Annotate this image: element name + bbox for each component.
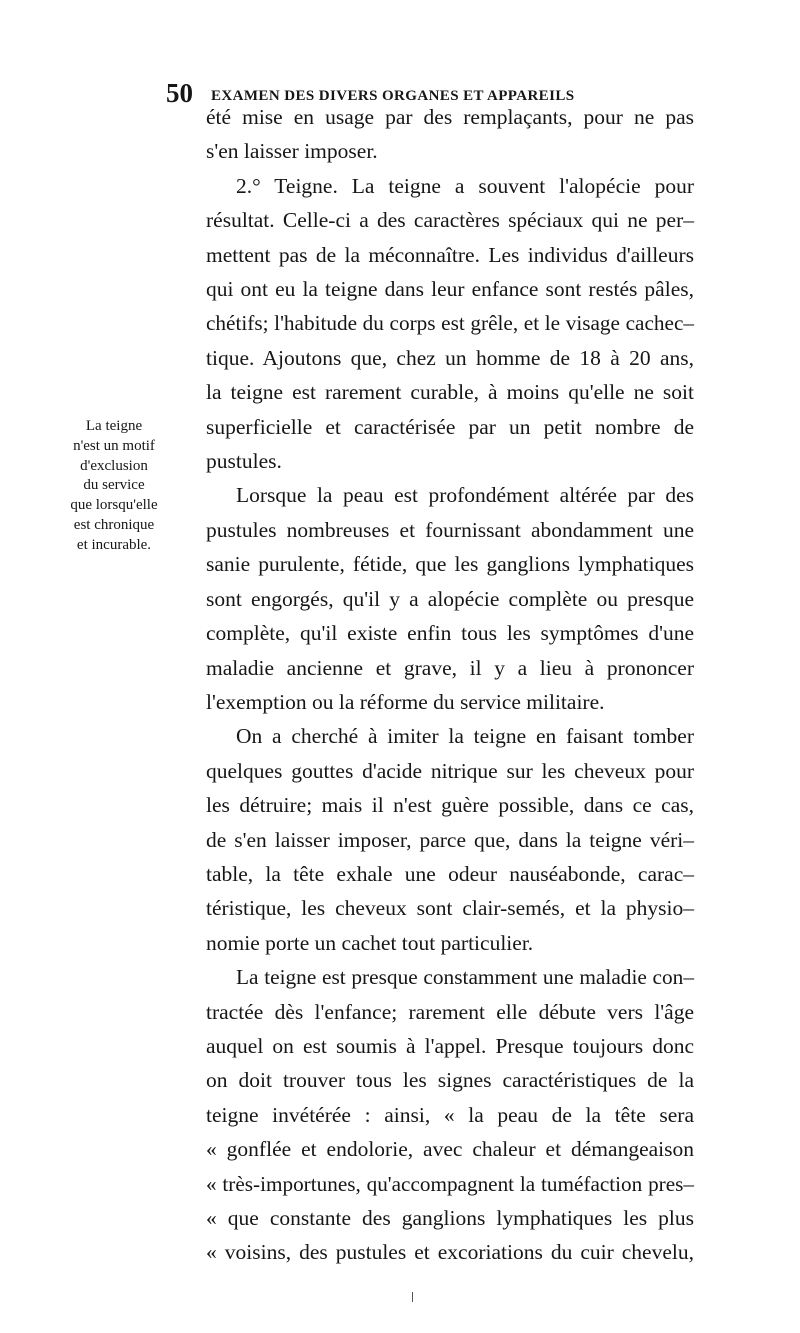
text-line: table, la tête exhale une odeur nauséabonde, carac– [206, 861, 694, 886]
margin-note-line: que lorsqu'elle [70, 497, 158, 514]
text-line: on doit trouver tous les signes caractéristiques de la [206, 1068, 694, 1093]
margin-note-line: n'est un motif [73, 437, 155, 454]
text-line: tique. Ajoutons que, chez un homme de 18 à 20 ans, [206, 345, 694, 370]
text-line: maladie ancienne et grave, il y a lieu à prononcer [206, 655, 694, 680]
text-line: l'exemption ou la réforme du service militaire. [206, 689, 605, 714]
text-line: de s'en laisser imposer, parce que, dans la teigne véri– [206, 827, 694, 852]
stray-print-mark [412, 1292, 415, 1302]
text-line: qui ont eu la teigne dans leur enfance sont restés pâles, [206, 277, 694, 302]
text-line: sont engorgés, qu'il y a alopécie complète ou presque [206, 586, 694, 611]
margin-note-line: d'exclusion [80, 457, 148, 474]
text-line: auquel on est soumis à l'appel. Presque toujours donc [206, 1033, 694, 1058]
text-line: quelques gouttes d'acide nitrique sur les cheveux pour [206, 758, 694, 783]
text-line: On a cherché à imiter la teigne en faisant tomber [236, 724, 694, 749]
margin-note-line: du service [83, 477, 145, 494]
text-line: superficielle et caractérisée par un petit nombre de [206, 414, 694, 439]
text-line: chétifs; l'habitude du corps est grêle, et le visage cachec– [206, 311, 694, 336]
text-line: pustules. [206, 449, 282, 474]
text-line: les détruire; mais il n'est guère possible, dans ce cas, [206, 793, 694, 818]
page-number: 50 [166, 78, 193, 108]
margin-note-line: La teigne [85, 418, 143, 434]
body-text [206, 100, 694, 1270]
margin-note-line: est chronique [73, 516, 155, 533]
text-line: pustules nombreuses et fournissant abondamment une [206, 517, 694, 542]
margin-note-line: et incurable. [76, 536, 152, 553]
text-line: teigne invétérée : ainsi, « la peau de la tête sera [206, 1102, 694, 1127]
running-head: EXAMEN DES DIVERS ORGANES ET APPAREILS [211, 88, 575, 104]
text-line: la teigne est rarement curable, à moins qu'elle ne soit [206, 380, 694, 405]
text-line: s'en laisser imposer. [206, 139, 378, 164]
text-line: mettent pas de la méconnaître. Les individus d'ailleurs [206, 242, 694, 267]
text-line: Lorsque la peau est profondément altérée par des [236, 483, 694, 508]
text-line: La teigne est presque constamment une maladie con– [236, 965, 694, 990]
text-line: « que constante des ganglions lymphatiques les plus [206, 1206, 694, 1230]
text-line: résultat. Celle-ci a des caractères spéciaux qui ne per– [206, 208, 694, 233]
text-line: complète, qu'il existe enfin tous les symptômes d'une [206, 621, 694, 646]
text-line: « voisins, des pustules et excoriations du cuir chevelu, [206, 1240, 694, 1265]
text-line: téristique, les cheveux sont clair-semés, et la physio– [206, 896, 694, 921]
text-line: sanie purulente, fétide, que les ganglions lymphatiques [206, 552, 694, 577]
margin-note [26, 417, 202, 556]
text-line: « gonflée et endolorie, avec chaleur et démangeaison [206, 1137, 694, 1162]
text-line: « très-importunes, qu'accompagnent la tuméfaction pres– [206, 1171, 694, 1196]
text-line: tractée dès l'enfance; rarement elle débute vers l'âge [206, 999, 694, 1024]
text-line: nomie porte un cachet tout particulier. [206, 930, 534, 955]
text-line: été mise en usage par des remplaçants, pour ne pas [206, 105, 694, 129]
text-line: 2.° Teigne. La teigne a souvent l'alopécie pour [236, 173, 694, 198]
